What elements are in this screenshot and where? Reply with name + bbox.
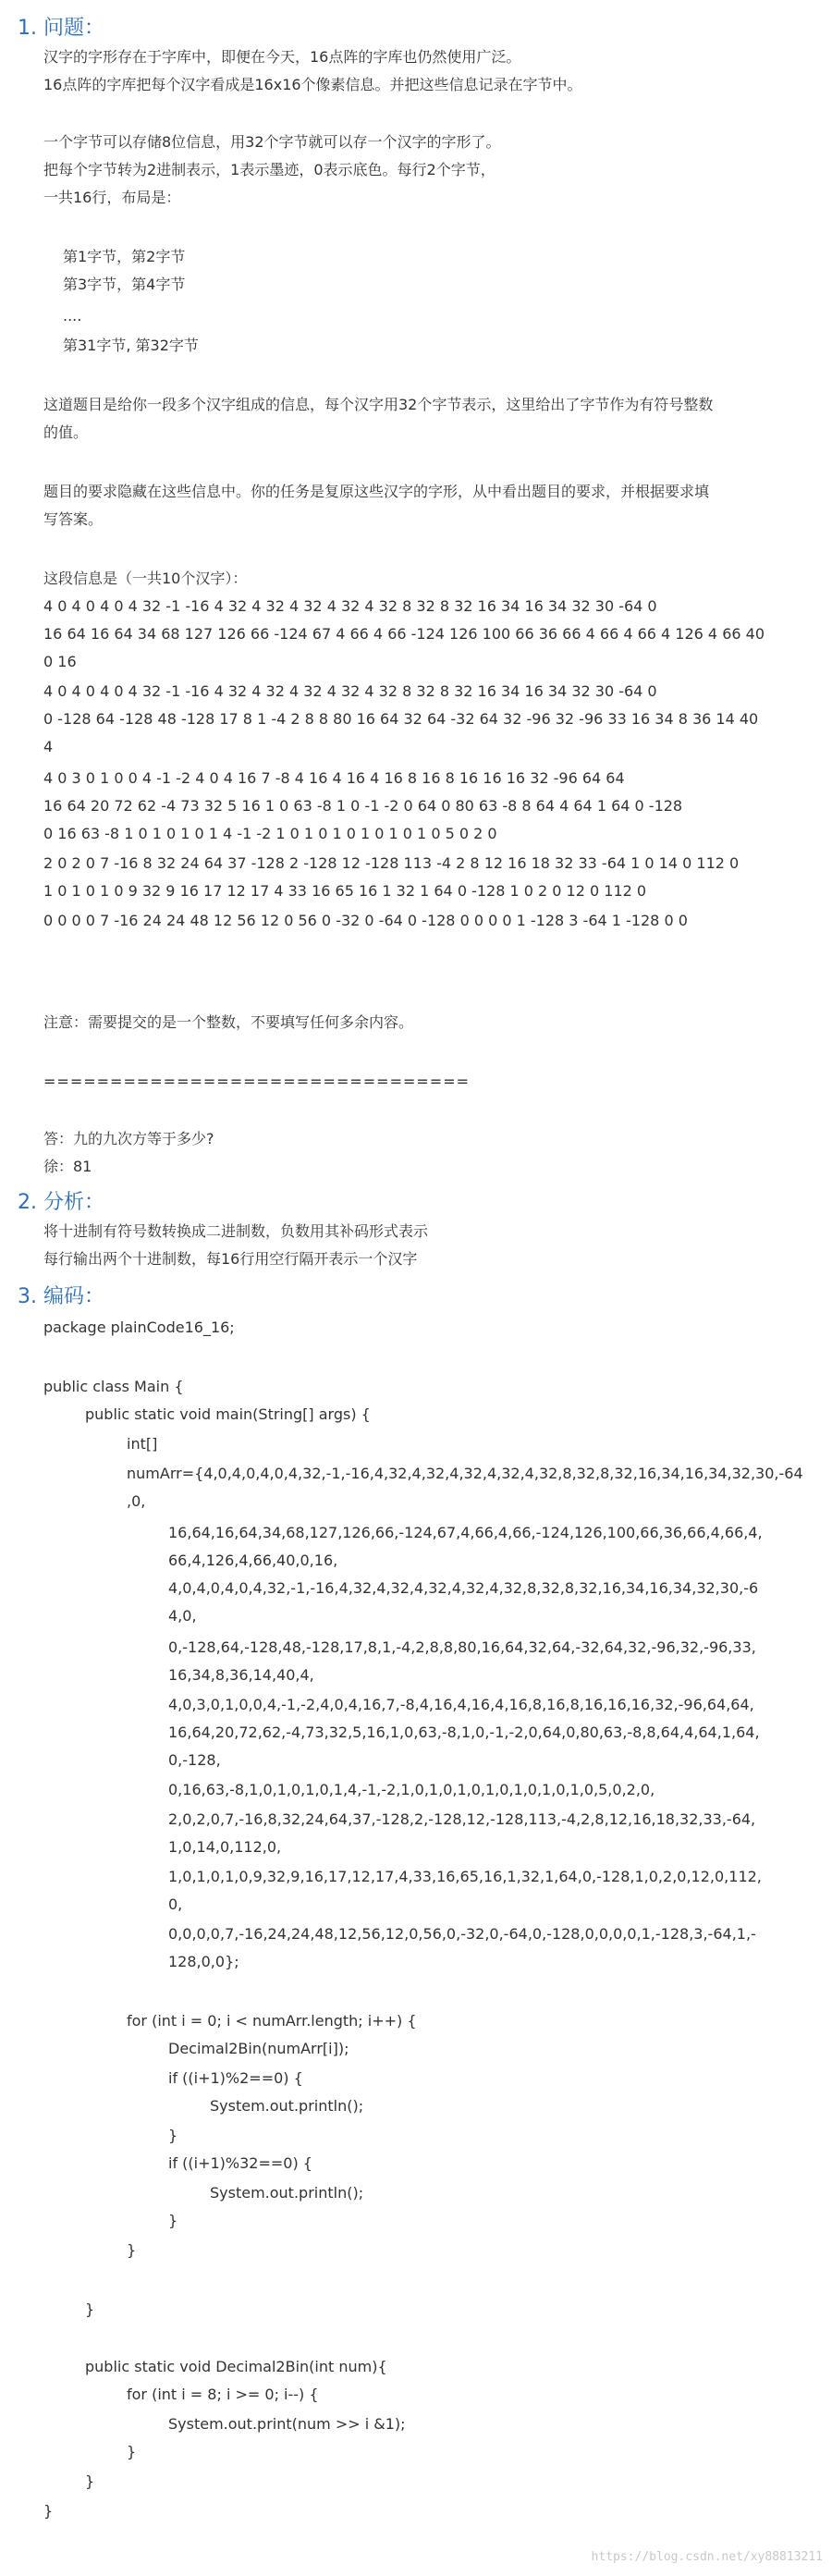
code-line: ,0, <box>127 1492 146 1510</box>
section-number: 1. <box>18 17 37 40</box>
data-line: 4 0 4 0 4 0 4 32 -1 -16 4 32 4 32 4 32 4 32 4 32 8 32 8 32 16 34 16 34 32 30 -64 0 <box>43 682 657 700</box>
code-line: if ((i+1)%2==0) { <box>168 2069 303 2087</box>
code-line: public class Main { <box>43 1378 184 1395</box>
problem-explain-line: 一共16行，布局是： <box>43 189 181 206</box>
section-title: 编码： <box>43 1285 105 1308</box>
answer-question: 答：九的九次方等于多少? <box>43 1130 214 1147</box>
analysis-line: 将十进制有符号数转换成二进制数，负数用其补码形式表示 <box>43 1222 429 1240</box>
problem-explain-line: 一个字节可以存储8位信息，用32个字节就可以存一个汉字的字形了。 <box>43 133 501 151</box>
info-label: 这段信息是（一共10个汉字）： <box>43 570 248 587</box>
data-line: 4 0 3 0 1 0 0 4 -1 -2 4 0 4 16 7 -8 4 16 4 16 4 16 8 16 8 16 16 16 32 -96 64 64 <box>43 769 625 787</box>
data-line: 1 0 1 0 1 0 9 32 9 16 17 12 17 4 33 16 65 16 1 32 1 64 0 -128 1 0 2 0 12 0 112 0 <box>43 882 647 900</box>
note-text: 注意：需要提交的是一个整数，不要填写任何多余内容。 <box>43 1013 414 1031</box>
code-line: numArr={4,0,4,0,4,0,4,32,-1,-16,4,32,4,32,4,32,4,32,4,32,8,32,8,32,16,34,16,34,32,30,-64 <box>127 1465 803 1482</box>
code-line: System.out.println(); <box>210 2184 364 2202</box>
code-line: } <box>127 2443 137 2460</box>
data-line: 0 16 <box>43 653 77 670</box>
code-line: 0,-128, <box>168 1751 221 1769</box>
data-line: 0 0 0 0 7 -16 24 24 48 12 56 12 0 56 0 -32 0 -64 0 -128 0 0 0 0 1 -128 3 -64 1 -128 0 0 <box>43 912 688 929</box>
code-line: 1,0,1,0,1,0,9,32,9,16,17,12,17,4,33,16,65,16,1,32,1,64,0,-128,1,0,2,0,12,0,112, <box>168 1868 762 1885</box>
section-title: 问题： <box>43 17 105 40</box>
code-line: public static void main(String[] args) { <box>85 1405 371 1423</box>
data-line: 2 0 2 0 7 -16 8 32 24 64 37 -128 2 -128 12 -128 113 -4 2 8 12 16 18 32 33 -64 1 0 14 0 112 0 <box>43 854 740 872</box>
problem-intro-line: 16点阵的字库把每个汉字看成是16x16个像素信息。并把这些信息记录在字节中。 <box>43 76 582 93</box>
problem-task-line: 写答案。 <box>43 510 104 528</box>
code-line: } <box>85 2300 95 2318</box>
code-line: for (int i = 8; i >= 0; i--) { <box>127 2386 319 2403</box>
section-number: 2. <box>18 1191 37 1214</box>
byte-layout-line: 第1字节，第2字节 <box>63 248 186 265</box>
code-line: } <box>168 2127 178 2144</box>
code-line: } <box>127 2241 137 2259</box>
analysis-line: 每行输出两个十进制数，每16行用空行隔开表示一个汉字 <box>43 1250 418 1268</box>
code-line: 0,0,0,0,7,-16,24,24,48,12,56,12,0,56,0,-32,0,-64,0,-128,0,0,0,0,1,-128,3,-64,1,- <box>168 1925 756 1943</box>
problem-desc-line: 这道题目是给你一段多个汉字组成的信息，每个汉字用32个字节表示，这里给出了字节作为有符号整数 <box>43 396 714 413</box>
code-line: package plainCode16_16; <box>43 1319 235 1336</box>
code-line: 0,-128,64,-128,48,-128,17,8,1,-4,2,8,8,80,16,64,32,64,-32,64,32,-96,32,-96,33, <box>168 1638 756 1656</box>
code-line: 1,0,14,0,112,0, <box>168 1838 282 1856</box>
code-line: int[] <box>127 1435 158 1453</box>
byte-layout-line: 第3字节，第4字节 <box>63 276 186 293</box>
problem-task-line: 题目的要求隐藏在这些信息中。你的任务是复原这些汉字的字形，从中看出题目的要求，并根据要求填 <box>43 483 710 500</box>
code-line: 16,34,8,36,14,40,4, <box>168 1666 314 1684</box>
code-line: 0, <box>168 1895 183 1913</box>
problem-explain-line: 把每个字节转为2进制表示，1表示墨迹，0表示底色。每行2个字节， <box>43 161 496 178</box>
data-line: 0 16 63 -8 1 0 1 0 1 0 1 4 -1 -2 1 0 1 0 1 0 1 0 1 0 1 0 5 0 2 0 <box>43 825 497 842</box>
data-line: 4 <box>43 738 54 755</box>
code-line: } <box>85 2472 95 2490</box>
code-line: 66,4,126,4,66,40,0,16, <box>168 1552 338 1569</box>
code-line: 4,0,4,0,4,0,4,32,-1,-16,4,32,4,32,4,32,4,32,4,32,8,32,8,32,16,34,16,34,32,30,-6 <box>168 1579 759 1597</box>
code-line: 4,0,3,0,1,0,0,4,-1,-2,4,0,4,16,7,-8,4,16,4,16,4,16,8,16,8,16,16,16,32,-96,64,64, <box>168 1696 754 1713</box>
code-line: System.out.println(); <box>210 2097 364 2115</box>
data-line: 16 64 16 64 34 68 127 126 66 -124 67 4 66 4 66 -124 126 100 66 36 66 4 66 4 66 4 126 4 66 40 <box>43 625 765 643</box>
answer-value: 徐：81 <box>43 1158 92 1175</box>
code-line: 2,0,2,0,7,-16,8,32,24,64,37,-128,2,-128,12,-128,113,-4,2,8,12,16,18,32,33,-64, <box>168 1810 756 1828</box>
code-line: 4,0, <box>168 1607 197 1625</box>
separator-line: ================================ <box>43 1073 470 1090</box>
code-line: Decimal2Bin(numArr[i]); <box>168 2040 349 2057</box>
data-line: 0 -128 64 -128 48 -128 17 8 1 -4 2 8 8 80 16 64 32 64 -32 64 32 -96 32 -96 33 16 34 8 36 14 40 <box>43 710 759 728</box>
code-line: for (int i = 0; i < numArr.length; i++) { <box>127 2012 417 2030</box>
data-line: 4 0 4 0 4 0 4 32 -1 -16 4 32 4 32 4 32 4 32 4 32 8 32 8 32 16 34 16 34 32 30 -64 0 <box>43 597 657 615</box>
code-line: 0,16,63,-8,1,0,1,0,1,0,1,4,-1,-2,1,0,1,0,1,0,1,0,1,0,1,0,1,0,5,0,2,0, <box>168 1781 655 1798</box>
code-line: 128,0,0}; <box>168 1953 239 1970</box>
problem-desc-line: 的值。 <box>43 423 89 441</box>
byte-layout-line: .... <box>63 307 82 325</box>
watermark-url: https://blog.csdn.net/xy88813211 <box>591 2550 823 2564</box>
code-line: } <box>43 2502 54 2520</box>
code-line: } <box>168 2212 178 2229</box>
code-line: public static void Decimal2Bin(int num){ <box>85 2358 387 2375</box>
problem-intro-line: 汉字的字形存在于字库中，即便在今天，16点阵的字库也仍然使用广泛。 <box>43 48 521 66</box>
code-line: 16,64,20,72,62,-4,73,32,5,16,1,0,63,-8,1,0,-1,-2,0,64,0,80,63,-8,8,64,4,64,1,64, <box>168 1723 760 1741</box>
section-number: 3. <box>18 1285 37 1308</box>
code-line: System.out.print(num >> i &1); <box>168 2415 406 2433</box>
code-line: if ((i+1)%32==0) { <box>168 2154 312 2172</box>
code-line: 16,64,16,64,34,68,127,126,66,-124,67,4,66,4,66,-124,126,100,66,36,66,4,66,4, <box>168 1524 763 1541</box>
byte-layout-line: 第31字节, 第32字节 <box>63 337 199 354</box>
section-title: 分析： <box>43 1191 105 1214</box>
data-line: 16 64 20 72 62 -4 73 32 5 16 1 0 63 -8 1 0 -1 -2 0 64 0 80 63 -8 8 64 4 64 1 64 0 -128 <box>43 797 683 815</box>
